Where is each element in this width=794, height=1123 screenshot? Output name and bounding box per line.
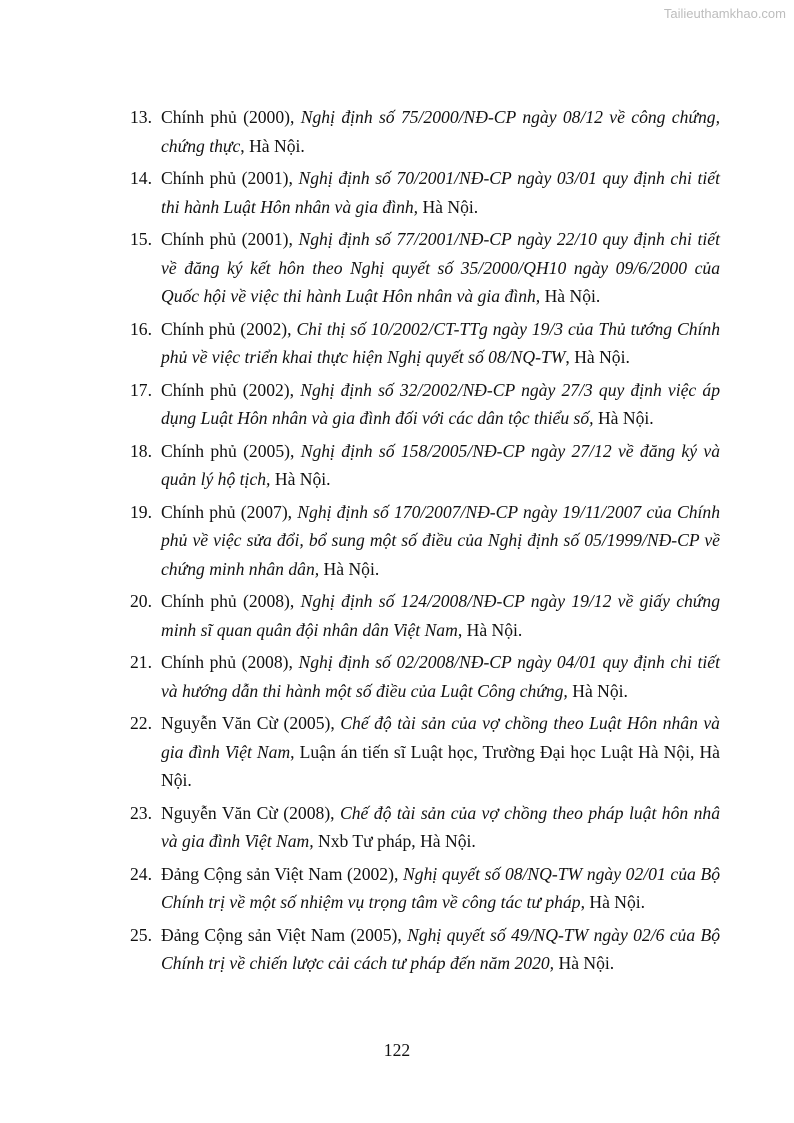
reference-author: Nguyễn Văn Cừ (2008), (161, 802, 341, 823)
reference-rest: , Hà Nội. (457, 619, 523, 640)
reference-number: 22. (130, 713, 152, 733)
reference-rest: , Hà Nội. (240, 135, 305, 156)
reference-item (130, 376, 720, 433)
reference-number: 16. (130, 318, 152, 339)
reference-title: Nghị định số 158/2005/NĐ-CP ngày 27/12 về đăng ký và quản lý hộ tịch, (161, 440, 720, 489)
reference-rest: , Hà Nội. (580, 892, 646, 912)
reference-item (130, 225, 720, 311)
reference-number: 19. (130, 501, 152, 522)
reference-rest: Hà Nội. (319, 558, 380, 579)
reference-title: Nghị định số 32/2002/NĐ-CP ngày 27/3 quy định việc áp dụng Luật Hôn nhân và gia đình đối với các dân tộc thiểu số, (161, 379, 720, 428)
reference-title: Nghị định số 75/2000/NĐ-CP ngày 08/12 về công chứng, chứng thực (161, 107, 721, 156)
watermark: Tailieuthamkhao.com (663, 6, 786, 21)
reference-rest: Nxb Tư pháp, Hà Nội. (313, 831, 476, 851)
reference-item (130, 587, 720, 644)
reference-title: Nghị định số 70/2001/NĐ-CP ngày 03/01 quy định chi tiết thi hành Luật Hôn nhân và gia đình, (161, 168, 721, 217)
reference-item (130, 164, 720, 221)
reference-title: Nghị quyết số 49/NQ-TW ngày 02/6 của Bộ Chính trị về chiến lược cải cách tư pháp đến năm 2020, (161, 924, 720, 973)
reference-title: Chỉ thị số 10/2002/CT-TTg ngày 19/3 của Thủ tướng Chính phủ về việc triển khai thực hiện Nghị quyết số 08/NQ-TW (161, 318, 720, 367)
reference-number: 23. (130, 802, 152, 823)
reference-rest: , Hà Nội. (565, 347, 630, 367)
reference-author: Chính phủ (2002), (161, 379, 301, 400)
reference-number: 24. (130, 863, 152, 884)
reference-number: 15. (130, 229, 152, 249)
reference-author: Chính phủ (2007), (161, 501, 298, 522)
reference-author: Đảng Cộng sản Việt Nam (2002), (161, 863, 404, 884)
reference-title: Nghị định số 124/2008/NĐ-CP ngày 19/12 về giấy chứng minh sĩ quan quân đội nhân dân Việt Nam (161, 591, 720, 640)
reference-item (130, 860, 720, 917)
page-number: 122 (383, 1040, 411, 1060)
reference-item (130, 103, 720, 160)
reference-rest: Hà Nội. (270, 469, 331, 489)
reference-author: Chính phủ (2001), (161, 168, 299, 188)
reference-author: Chính phủ (2008), (161, 591, 301, 611)
reference-rest: Hà Nội. (540, 286, 601, 306)
reference-author: Chính phủ (2008), (161, 652, 299, 672)
reference-number: 17. (130, 379, 152, 400)
reference-rest: Hà Nội. (418, 196, 479, 217)
reference-title: Chế độ tài sản của vợ chồng theo pháp luật hôn nhâ và gia đình Việt Nam, (161, 802, 720, 851)
reference-item (130, 437, 720, 494)
reference-number: 21. (130, 652, 152, 672)
reference-list (130, 103, 720, 982)
reference-item (130, 709, 720, 795)
reference-title: Nghị định số 170/2007/NĐ-CP ngày 19/11/2007 của Chính phủ về việc sửa đổi, bổ sung một số điều của Nghị định số 05/1999/NĐ-CP về chứng minh nhân dân, (161, 501, 721, 579)
reference-number: 20. (130, 591, 152, 611)
reference-rest: Hà Nội. (593, 408, 654, 428)
reference-item (130, 921, 720, 978)
reference-rest: , Luận án tiến sĩ Luật học, Trường Đại học Luật Hà Nội, Hà Nội. (161, 741, 720, 790)
reference-title: Nghị định số 77/2001/NĐ-CP ngày 22/10 quy định chi tiết về đăng ký kết hôn theo Nghị quyết số 35/2000/QH10 ngày 09/6/2000 của Quốc hội về việc thi hành Luật Hôn nhân và gia đình, (161, 229, 721, 306)
reference-number: 18. (130, 440, 152, 461)
reference-author: Đảng Cộng sản Việt Nam (2005), (161, 924, 408, 945)
reference-author: Chính phủ (2000), (161, 107, 301, 127)
reference-author: Nguyễn Văn Cừ (2005), (161, 713, 341, 733)
reference-title: Nghị quyết số 08/NQ-TW ngày 02/01 của Bộ Chính trị về một số nhiệm vụ trọng tâm về công tác tư pháp (161, 863, 720, 912)
reference-item (130, 315, 720, 372)
reference-author: Chính phủ (2005), (161, 440, 301, 461)
reference-rest: Hà Nội. (567, 680, 628, 701)
reference-item (130, 648, 720, 705)
reference-number: 25. (130, 924, 152, 945)
reference-rest: Hà Nội. (554, 953, 615, 973)
reference-number: 13. (130, 107, 152, 127)
reference-item (130, 799, 720, 856)
reference-author: Chính phủ (2001), (161, 229, 299, 249)
reference-number: 14. (130, 168, 152, 188)
reference-title: Nghị định số 02/2008/NĐ-CP ngày 04/01 quy định chi tiết và hướng dẫn thi hành một số điều của Luật Công chứng, (161, 652, 721, 701)
reference-author: Chính phủ (2002), (161, 318, 297, 339)
reference-item (130, 498, 720, 584)
reference-title: Chế độ tài sản của vợ chồng theo Luật Hôn nhân và gia đình Việt Nam (161, 713, 720, 762)
